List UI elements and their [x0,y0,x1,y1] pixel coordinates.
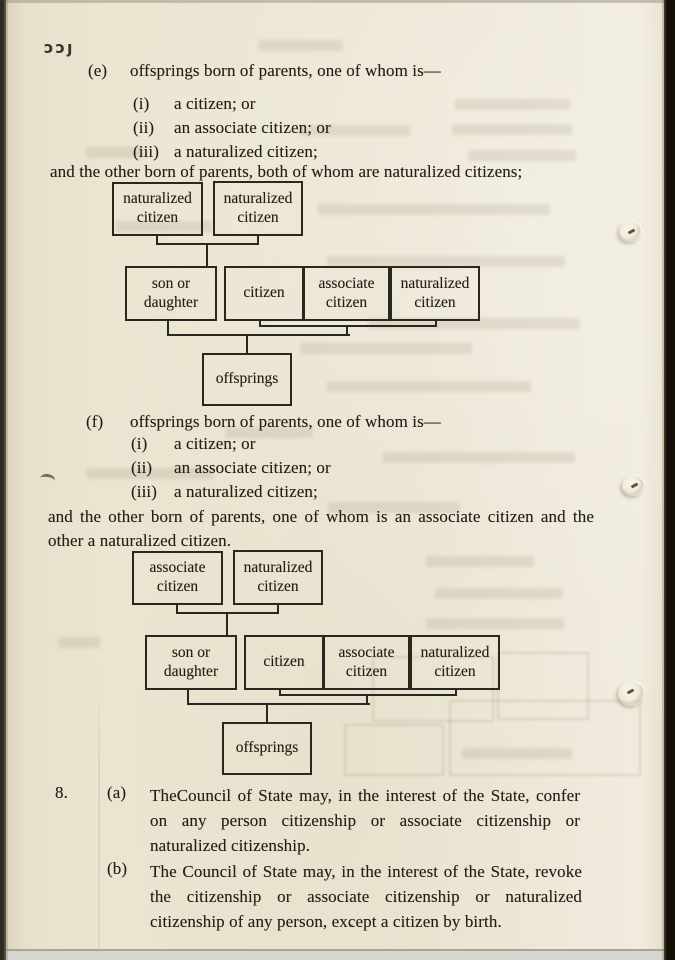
diagram-e-parent-1: naturalized citizen [112,182,203,236]
clause-e-item-ii-text: an associate citizen; or [174,118,331,137]
article-8a-label: (a) [107,783,127,802]
clause-f-continuation: and the other born of parents, one of whom is an associate citizen and the other a naturalized citizen. [48,507,594,550]
diagram-f-offsprings: offsprings [222,722,312,775]
connector-line [259,325,437,327]
bleedthrough-smudge [455,99,570,110]
diagram-f-child-naturalized-citizen: naturalized citizen [410,635,500,690]
diagram-f-parent-2: naturalized citizen [233,550,323,605]
article-8-number: 8. [55,783,68,802]
clause-e-item-iii-label: (iii) [133,142,159,161]
connector-line [187,703,370,705]
clause-f-item-ii-text: an associate citizen; or [174,458,331,477]
clause-f-intro: offsprings born of parents, one of whom is— [130,412,441,431]
connector-line [226,614,228,635]
paper-crease [98,688,100,950]
clause-f-item-ii-label: (ii) [131,458,153,477]
scan-edge-top [0,0,675,3]
binding-hole [619,222,641,242]
diagram-f-child-citizen: citizen [244,635,324,690]
page-number: ɔɔȷ [44,38,75,57]
diagram-f-child-son-or-daughter: son or daughter [145,635,237,690]
clause-e-continuation: and the other born of parents, both of whom are naturalized citizens; [50,162,523,181]
clause-f-item-iii-text: a naturalized citizen; [174,482,318,501]
article-8a-text: TheCouncil of State may, in the interest of the State, confer on any person citizenship or associate citizenship or naturalized citizenship. [150,786,580,855]
bleedthrough-smudge [58,637,100,648]
article-8b-label: (b) [107,859,128,878]
diagram-e-child-citizen: citizen [224,266,304,321]
connector-line [246,336,248,353]
clause-e-item-iii-text: a naturalized citizen; [174,142,318,161]
clause-e-item-ii-label: (ii) [133,118,155,137]
clause-f-label: (f) [86,412,104,431]
diagram-e-parent-2: naturalized citizen [213,181,303,236]
diagram-e-child-son-or-daughter: son or daughter [125,266,217,321]
clause-e-item-i-label: (i) [133,94,150,113]
clause-f-item-iii-label: (iii) [131,482,157,501]
clause-e-label: (e) [88,61,108,80]
scan-edge-left [0,0,10,960]
binding-hole [622,476,644,496]
connector-line [279,694,457,696]
family-tree-diagram-f [132,550,502,776]
clause-f-item-i-text: a citizen; or [174,434,256,453]
connector-line [206,245,208,266]
family-tree-diagram-e [112,181,482,407]
diagram-f-parent-1: associate citizen [132,551,223,605]
ink-mark [39,473,56,486]
scan-edge-right [657,0,675,960]
bleedthrough-smudge [258,40,343,51]
clause-e-intro: offsprings born of parents, one of whom is— [130,61,441,80]
diagram-e-offsprings: offsprings [202,353,292,406]
scan-edge-bottom [0,948,675,960]
article-8b-text: The Council of State may, in the interest of the State, revoke the citizenship or associate citizenship or naturalized citizenship of any person, except a citizen by birth. [150,862,582,931]
bleedthrough-smudge [452,124,572,135]
bleedthrough-smudge [383,452,575,463]
diagram-e-child-naturalized-citizen: naturalized citizen [390,266,480,321]
diagram-f-child-associate-citizen: associate citizen [323,635,410,690]
binding-hole [618,682,644,706]
connector-line [167,334,350,336]
connector-line [266,705,268,722]
diagram-e-child-associate-citizen: associate citizen [303,266,390,321]
clause-e-item-i-text: a citizen; or [174,94,256,113]
clause-f-item-i-label: (i) [131,434,148,453]
